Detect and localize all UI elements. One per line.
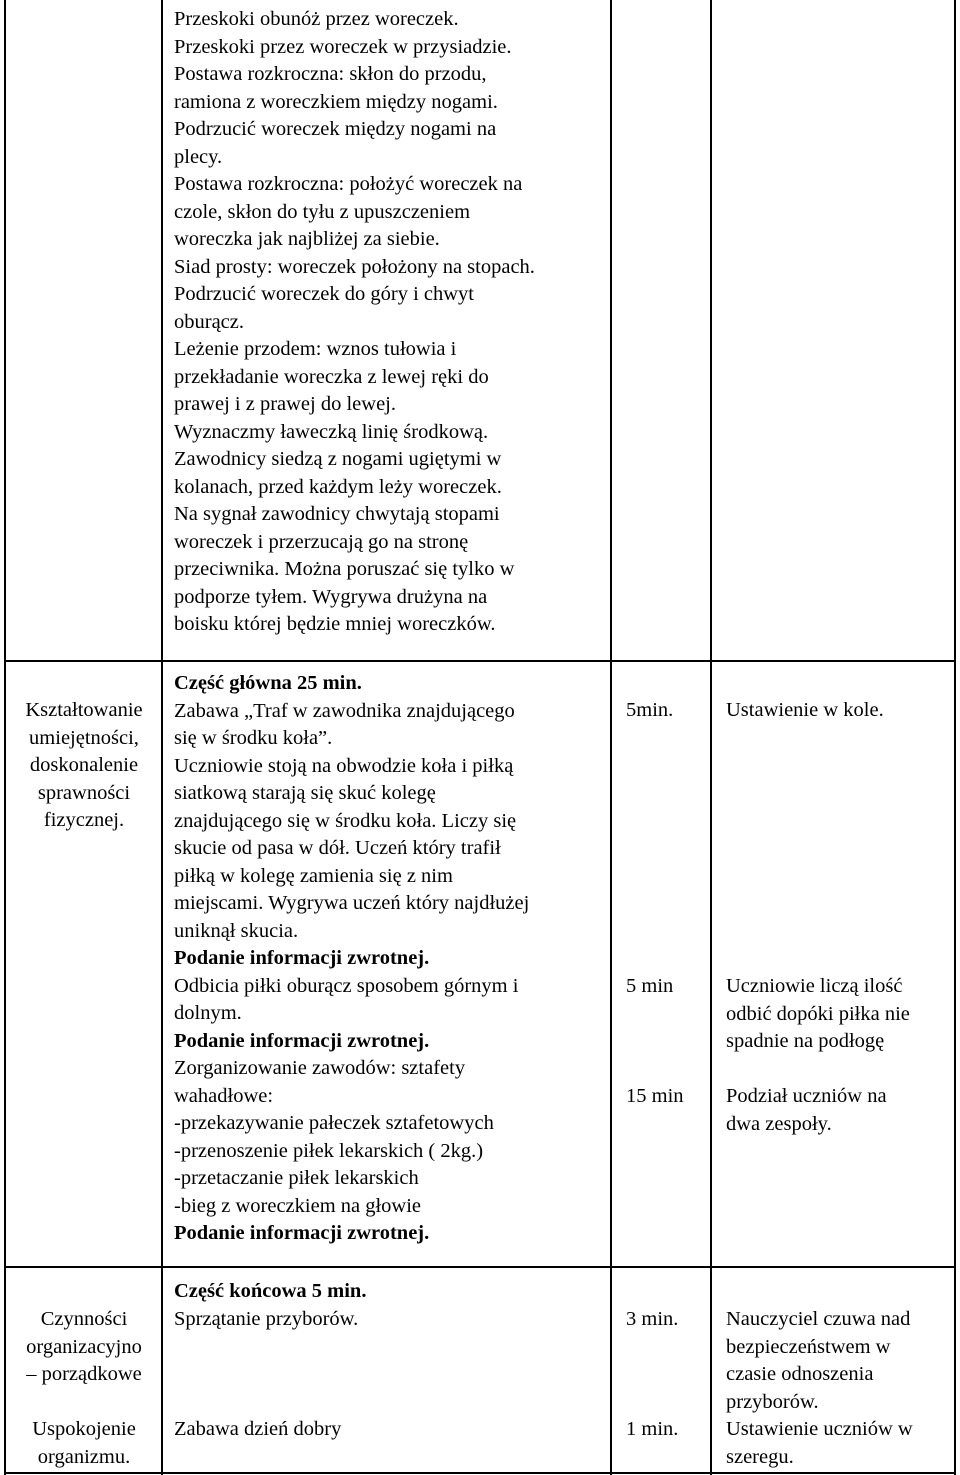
table-border-bottom bbox=[4, 1472, 956, 1474]
row3-time-2: 1 min. bbox=[626, 1418, 679, 1440]
note-line: Ustawienie uczniów w bbox=[726, 1418, 913, 1440]
text-line: znajdującego się w środku koła. Liczy się bbox=[174, 809, 517, 832]
aim-line: doskonalenie bbox=[29, 754, 139, 776]
text-line: Leżenie przodem: wznos tułowia i bbox=[174, 338, 457, 360]
note-line: bezpieczeństwem w bbox=[726, 1335, 891, 1358]
text-line: Przeskoki obunóż przez woreczek. bbox=[174, 8, 459, 30]
aim-line: organizmu. bbox=[37, 1445, 131, 1468]
text-line: woreczek i przerzucają go na stronę bbox=[174, 530, 469, 553]
row3-aim bbox=[8, 1306, 160, 1471]
table-border-col1 bbox=[161, 0, 163, 1475]
text-line: Siad prosty: woreczek położony na stopach. bbox=[174, 255, 535, 278]
text-line: Zawodnicy siedzą z nogami ugiętymi w bbox=[174, 448, 502, 470]
note-line: Uczniowie liczą ilość bbox=[726, 975, 903, 997]
text-line: Podrzucić woreczek do góry i chwyt bbox=[174, 283, 474, 305]
row3-task-2: Zabawa dzień dobry bbox=[174, 1417, 342, 1440]
game-description bbox=[174, 698, 604, 946]
row2-time-1: 5min. bbox=[626, 699, 674, 721]
row3-section-heading: Część końcowa 5 min. bbox=[174, 1280, 367, 1302]
text-line: Postawa rozkroczna: położyć woreczek na bbox=[174, 173, 523, 195]
feedback-line-1: Podanie informacji zwrotnej. bbox=[174, 947, 430, 969]
volley-description bbox=[174, 973, 604, 1028]
text-line: -przetaczanie piłek lekarskich bbox=[174, 1167, 419, 1189]
table-border-left bbox=[4, 0, 6, 1475]
text-line: podporze tyłem. Wygrywa drużyna na bbox=[174, 585, 488, 608]
text-line: wahadłowe: bbox=[174, 1084, 274, 1107]
feedback-line-3: Podanie informacji zwrotnej. bbox=[174, 1222, 430, 1244]
row2-main-content bbox=[174, 670, 604, 1248]
aim-line: fizycznej. bbox=[43, 809, 125, 831]
table-border-right bbox=[954, 0, 956, 1475]
text-line: boisku której będzie mniej woreczków. bbox=[174, 613, 496, 635]
aim-line: – porządkowe bbox=[26, 1363, 142, 1385]
row2-time-3: 15 min bbox=[626, 1085, 684, 1107]
aim-line: organizacyjno bbox=[26, 1335, 142, 1358]
row3-time-1: 3 min. bbox=[626, 1308, 679, 1330]
note-line: Podział uczniów na bbox=[726, 1085, 887, 1107]
row2-note-3 bbox=[726, 1083, 951, 1138]
text-line: Zabawa „Traf w zawodnika znajdującego bbox=[174, 699, 515, 722]
text-line: czole, skłon do tyłu z upuszczeniem bbox=[174, 200, 471, 223]
text-line: uniknął skucia. bbox=[174, 919, 299, 942]
text-line: Odbicia piłki oburącz sposobem górnym i bbox=[174, 974, 519, 997]
row2-note-2 bbox=[726, 973, 951, 1056]
row-divider-2 bbox=[4, 1266, 956, 1268]
feedback-line-2: Podanie informacji zwrotnej. bbox=[174, 1029, 430, 1052]
text-line: kolanach, przed każdym leży woreczek. bbox=[174, 475, 502, 498]
table-border-col3 bbox=[710, 0, 712, 1475]
text-line: Na sygnał zawodnicy chwytają stopami bbox=[174, 503, 500, 525]
aim-line: umiejętności, bbox=[29, 726, 139, 749]
row2-note-1: Ustawienie w kole. bbox=[726, 699, 884, 721]
text-line: Przeskoki przez woreczek w przysiadzie. bbox=[174, 35, 512, 58]
text-line: piłką w kolegę zamienia się z nim bbox=[174, 864, 453, 887]
text-line: Podrzucić woreczek między nogami na bbox=[174, 118, 497, 140]
text-line: miejscami. Wygrywa uczeń który najdłużej bbox=[174, 892, 530, 914]
note-line: czasie odnoszenia bbox=[726, 1363, 874, 1385]
row2-section-heading: Część główna 25 min. bbox=[174, 672, 362, 694]
text-line: plecy. bbox=[174, 145, 223, 168]
text-line: Wyznaczmy ławeczką linię środkową. bbox=[174, 420, 489, 443]
text-line: siatkową starają się skuć kolegę bbox=[174, 782, 436, 804]
text-line: -przenoszenie piłek lekarskich ( 2kg.) bbox=[174, 1139, 484, 1162]
text-line: Zorganizowanie zawodów: sztafety bbox=[174, 1057, 466, 1079]
text-line: oburącz. bbox=[174, 310, 244, 333]
aim-line: sprawności bbox=[37, 781, 131, 804]
note-line: szeregu. bbox=[726, 1445, 794, 1468]
text-line: dolnym. bbox=[174, 1002, 242, 1024]
row3-note-2 bbox=[726, 1416, 952, 1471]
text-line: przekładanie woreczka z lewej ręki do bbox=[174, 365, 489, 388]
row3-note-1 bbox=[726, 1306, 952, 1416]
aim-line: Kształtowanie bbox=[25, 699, 143, 721]
note-line: spadnie na podłogę bbox=[726, 1030, 885, 1052]
note-line: dwa zespoły. bbox=[726, 1112, 832, 1135]
row3-main-content bbox=[174, 1278, 604, 1443]
text-line: -przekazywanie pałeczek sztafetowych bbox=[174, 1112, 494, 1134]
note-line: odbić dopóki piłka nie bbox=[726, 1002, 910, 1025]
text-line: przeciwnika. Można poruszać się tylko w bbox=[174, 558, 515, 580]
row1-main-exercises bbox=[174, 6, 604, 639]
text-line: się w środku koła”. bbox=[174, 727, 333, 749]
text-line: -bieg z woreczkiem na głowie bbox=[174, 1194, 422, 1217]
text-line: skucie od pasa w dół. Uczeń który trafił bbox=[174, 837, 501, 859]
aim-line: Czynności bbox=[40, 1308, 128, 1330]
row3-task-1: Sprzątanie przyborów. bbox=[174, 1307, 359, 1330]
table-border-col2 bbox=[610, 0, 612, 1475]
row3-aim-organizational bbox=[8, 1306, 160, 1389]
text-line: ramiona z woreczkiem między nogami. bbox=[174, 90, 498, 113]
text-line: prawej i z prawej do lewej. bbox=[174, 393, 396, 415]
text-line: Uczniowie stoją na obwodzie koła i piłką bbox=[174, 754, 514, 777]
text-line: woreczka jak najbliżej za siebie. bbox=[174, 228, 440, 250]
aim-line: Uspokojenie bbox=[32, 1418, 136, 1440]
row2-aim bbox=[8, 697, 160, 835]
row2-time-2: 5 min bbox=[626, 975, 674, 997]
row-divider-1 bbox=[4, 660, 956, 662]
note-line: Nauczyciel czuwa nad bbox=[726, 1308, 911, 1330]
text-line: Postawa rozkroczna: skłon do przodu, bbox=[174, 63, 487, 85]
note-line: przyborów. bbox=[726, 1390, 819, 1413]
row3-aim-calming bbox=[8, 1416, 160, 1471]
relay-description bbox=[174, 1055, 604, 1220]
